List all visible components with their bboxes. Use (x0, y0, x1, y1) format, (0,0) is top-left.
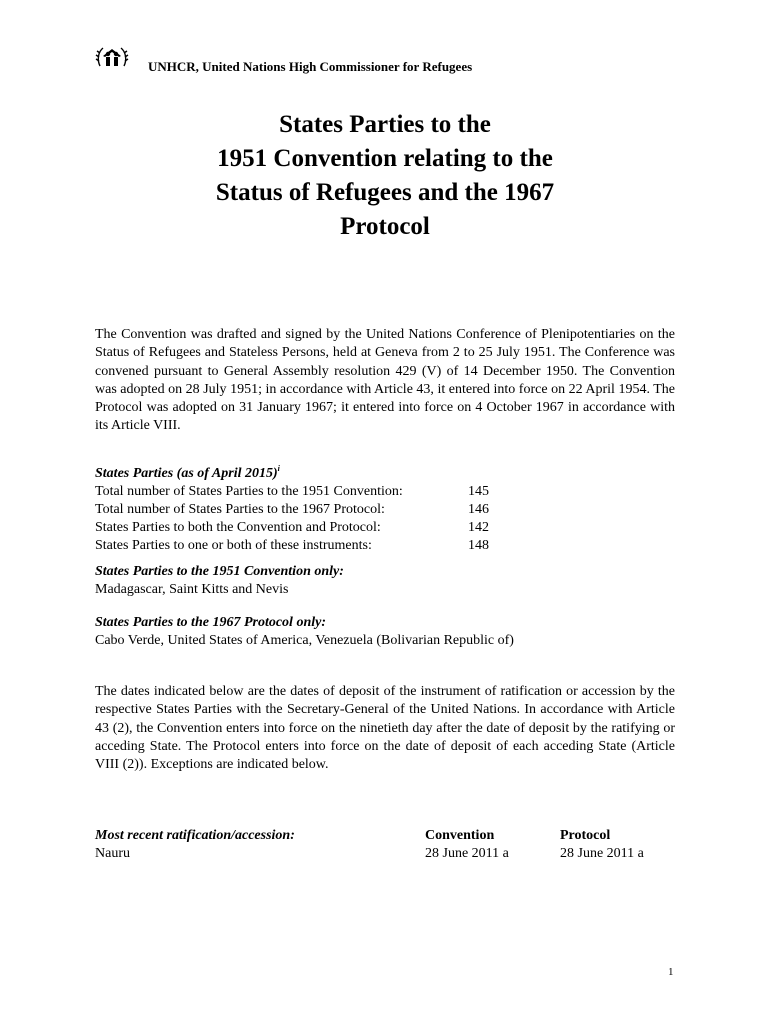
title-line: 1951 Convention relating to the (217, 145, 553, 172)
title-line: Protocol (340, 213, 430, 240)
convention-only-states: Madagascar, Saint Kitts and Nevis (95, 582, 289, 597)
stats-label: States Parties to one or both of these instruments: (95, 538, 372, 553)
stats-row (95, 501, 595, 519)
title-line: States Parties to the (279, 111, 491, 138)
stats-row (95, 519, 595, 537)
state-name: Nauru (95, 846, 130, 861)
stats-value: 145 (468, 484, 489, 499)
stats-row (95, 537, 595, 555)
footnote-marker: i (277, 464, 280, 473)
unhcr-emblem-icon (94, 44, 130, 74)
title-line: Status of Refugees and the 1967 (215, 179, 555, 206)
protocol-only-states: Cabo Verde, United States of America, Venezuela (Bolivarian Republic of) (95, 633, 514, 648)
stats-label: Total number of States Parties to the 1951 Convention: (95, 484, 403, 499)
page-number: 1 (668, 966, 674, 978)
stats-value: 142 (468, 520, 489, 535)
stats-heading (95, 460, 595, 483)
stats-value: 148 (468, 538, 489, 553)
states-parties-stats (95, 460, 595, 555)
intro-paragraph: The Convention was drafted and signed by the United Nations Conference of Plenipotentiaries on the Status of Refugees and Stateless Persons, held at Geneva from 2 to 25 July 1951. The Conference was convened pursuant to General Assembly resolution 429 (V) of 14 December 1950. The Convention was adopted on 28 July 1951; in accordance with Article 43, it entered into force on 22 April 1954. The Protocol was adopted on 31 January 1967; it entered into force on 4 October 1967 in accordance with its Article VIII. (95, 327, 675, 434)
page-title (100, 108, 670, 244)
protocol-only-section (95, 614, 514, 650)
recent-heading: Most recent ratification/accession: (95, 828, 295, 843)
protocol-date: 28 June 2011 a (560, 846, 644, 861)
column-header-protocol: Protocol (560, 828, 611, 843)
stats-value: 146 (468, 502, 489, 517)
stats-label: States Parties to both the Convention and Protocol: (95, 520, 381, 535)
recent-ratification-table (95, 827, 695, 867)
convention-only-heading: States Parties to the 1951 Convention only: (95, 564, 344, 579)
stats-heading-text: States Parties (as of April 2015) (95, 466, 278, 481)
convention-only-section (95, 563, 344, 599)
stats-label: Total number of States Parties to the 1967 Protocol: (95, 502, 385, 517)
column-header-convention: Convention (425, 828, 495, 843)
stats-row (95, 483, 595, 501)
organization-header: UNHCR, United Nations High Commissioner for Refugees (148, 59, 473, 74)
dates-note-paragraph: The dates indicated below are the dates of deposit of the instrument of ratification or accession by the respective States Parties with the Secretary-General of the United Nations. In accordance with Article 43 (2), the Convention enters into force on the ninetieth day after the date of deposit by the ratifying or acceding State. The Protocol enters into force on the date of deposit of each acceding State (Article VIII (2)). Exceptions are indicated below. (95, 684, 675, 773)
protocol-only-heading: States Parties to the 1967 Protocol only: (95, 615, 326, 630)
convention-date: 28 June 2011 a (425, 846, 509, 861)
